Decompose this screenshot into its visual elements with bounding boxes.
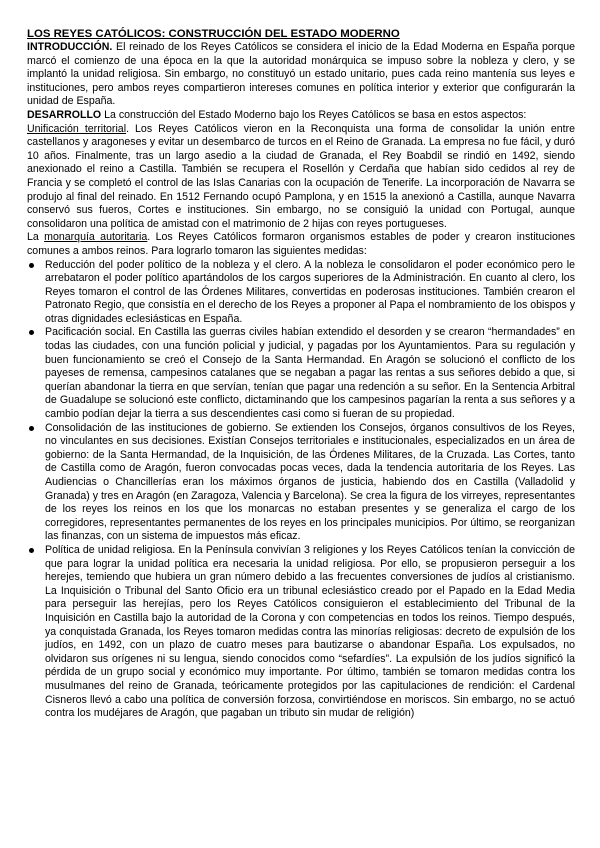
list-item-text: Política de unidad religiosa. En la Península convivían 3 religiones y los Reyes Católicos tenían la convicción de que para lograr la unidad política era necesaria la unidad religiosa. Por ello, se propusieron perseguir a los herejes, temiendo que hubiera un gran número debido a las frecuentes conversiones de judíos al cristianismo. La Inquisición o Tribunal del Santo Oficio era un tribunal eclesiástico creado por el Papado en la Edad Media para perseguir las herejías, pero los Reyes Católicos consiguieron el establecimiento del Tribunal de la Inquisición en Castilla bajo la autoridad de la Corona y con competencias en todos los reinos. Tiempo después, ya conquistada Granada, los Reyes tomaron medidas contra las minorías religiosas: decreto de expulsión de los judíos, en 1492, con un plazo de cuatro meses para bautizarse o abandonar España. Los expulsados, no olvidaron sus orígenes ni su lengua, siendo conocidos como “sefardíes”. La expulsión de los judíos significó la pérdida de un grupo social y económico muy importante. Por último, también se tomaron medidas contra los musulmanes del reino de Granada, teóricamente protegidos por las capitulaciones de rendición: el Cardenal Cisneros llevó a cabo una política de conversión forzosa, convirtiéndose en moriscos. Sin embargo, no se actuó contra los mudéjares de Aragón, que pagaban un tributo sin mudar de religión) (45, 543, 575, 720)
bullet-icon (29, 426, 34, 431)
unificacion-text: . Los Reyes Católicos vieron en la Reconquista una forma de consolidar la unión entre castellanos y aragoneses y evitar un desembarco de turcos en el Reino de Granada. La empresa no fue fácil, y duró 10 años. Finalmente, tras un largo asedio a la ciudad de Granada, el Rey Boabdil se rindió en 1492, siendo anexionado el reino a Castilla. También se recupera el Rosellón y Cerdaña que habían sido cedidos al rey de Francia y se completó el control de las Islas Canarias con la ocupación de Tenerife. La incorporación de Navarra se produjo al final del reinado. En 1512 Fernando ocupó Pamplona, y en 1515 la anexionó a Castilla, aunque Navarra conservó sus fueros, Cortes e instituciones. Sin embargo, no se consiguió la unidad con Portugal, aunque consolidaron una política de amistad con el matrimonio de 2 hijas con reyes portugueses. (27, 122, 575, 230)
desarrollo-paragraph (27, 109, 575, 123)
bullet-icon (29, 330, 34, 335)
unificacion-paragraph (27, 123, 575, 232)
list-item (27, 544, 575, 721)
monarquia-text: . Los Reyes Católicos formaron organismos estables de poder y crearon instituciones comunes a ambos reinos. Para lograrlo tomaron las siguientes medidas: (27, 231, 575, 257)
desarrollo-text: La construcción del Estado Moderno bajo los Reyes Católicos se basa en estos aspectos: (101, 108, 527, 121)
monarquia-paragraph (27, 231, 575, 258)
intro-paragraph (27, 41, 575, 109)
intro-label: INTRODUCCIÓN. (27, 41, 113, 53)
document-title: LOS REYES CATÓLICOS: CONSTRUCCIÓN DEL ESTADO MODERNO (27, 28, 400, 40)
list-item-text: Reducción del poder político de la nobleza y el clero. A la nobleza le consolidaron el poder económico pero le arrebataron el poder político apartándolos de los cargos superiores de la Administración. En cuanto al clero, los Reyes tomaron el control de las Órdenes Militares, convertidas en poderosas instituciones. También crearon el Patronato Regio, que consistía en el derecho de los Reyes a proponer al Papa el nombramiento de los obispos y otras dignidades eclesiásticas en España. (45, 258, 576, 325)
monarquia-label: monarquía autoritaria (44, 231, 148, 244)
intro-text: El reinado de los Reyes Católicos se considera el inicio de la Edad Moderna en España porque marcó el comienzo de una época en la que la autoridad monárquica se impuso sobre la nobleza y clero, y se implantó la unidad religiosa. Sin embargo, no constituyó un estado unitario, pues cada reino mantenía sus leyes e instituciones, pero ambos reyes compartieron intereses comunes en política interior y exterior que configurarán la unidad de España. (27, 41, 575, 108)
list-item (27, 326, 575, 421)
list-item-text: Pacificación social. En Castilla las guerras civiles habían extendido el desorden y se crearon “hermandades” en todas las ciudades, con una función policial y judicial, y pagadas por los Ayuntamientos. Para su regulación y buen funcionamiento se creó el Consejo de la Santa Hermandad. En Aragón se solucionó el conflicto de los payeses de remensa, campesinos catalanes que se negaban a pagar las rentas a sus señores debido a que, si querían abandonar la tierra en que servían, tenían que pagar una redención a su señor. En la Sentencia Arbitral de Guadalupe se solucionó este conflicto, dictaminando que los campesinos pagarían la renta a sus señores y a cambio podían dejar la tierra a sus descendientes casi como si fueran de su propiedad. (45, 326, 575, 421)
unificacion-label: Unificación territorial (27, 122, 127, 135)
bullet-icon (29, 263, 34, 268)
monarquia-prefix: La (27, 231, 45, 244)
list-item-text: Consolidación de las instituciones de gobierno. Se extienden los Consejos, órganos consultivos de los Reyes, no vinculantes en sus decisiones. Existían Consejos territoriales e institucionales, especializados en un área de gobierno: de la Santa Hermandad, de la Inquisición, de las Órdenes Militares, de la Cruzada. Las Cortes, tanto de Castilla como de Aragón, fueron convocadas pocas veces, dada la tendencia autoritaria de los Reyes. Las Audiencias o Chancillerías eran los máximos órganos de justicia, habiendo dos en Castilla (Valladolid y Granada) y tres en Aragón (en Zaragoza, Valencia y Barcelona). Se crea la figura de los virreyes, representantes de los reyes los reinos en los que los monarcas no estaban presentes y se generaliza el cargo de los corregidores, representantes permanentes de los reyes en los principales municipios. Por último, se reorganizan las finanzas, con un sistema de impuestos más eficaz. (45, 421, 575, 543)
bullet-icon (29, 548, 34, 553)
measures-list (27, 259, 575, 721)
desarrollo-label: DESARROLLO (27, 108, 102, 121)
list-item (27, 422, 575, 544)
list-item (27, 259, 575, 327)
